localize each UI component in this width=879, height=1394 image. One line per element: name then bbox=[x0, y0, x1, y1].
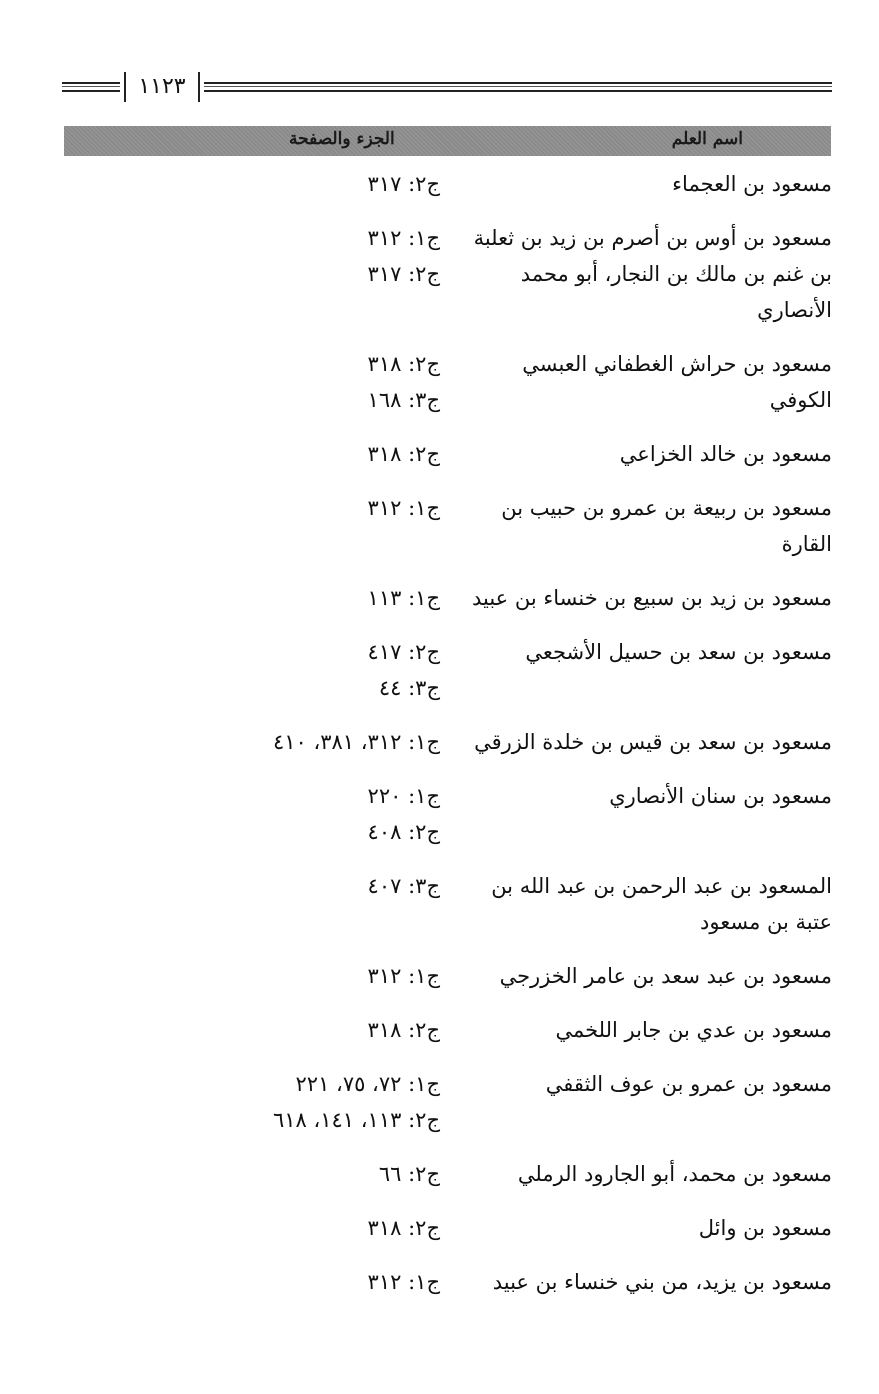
volume-page-reference: ج٢: ٣١٨ bbox=[367, 352, 440, 376]
volume-page-reference: ج٣: ٤٤ bbox=[378, 676, 440, 700]
entry-name: مسعود بن خالد الخزاعي bbox=[619, 442, 832, 466]
index-entry bbox=[0, 1066, 879, 1138]
volume-page-reference: ج١: ٢٢٠ bbox=[367, 784, 440, 808]
entry-references bbox=[170, 346, 440, 418]
index-entry bbox=[0, 490, 879, 562]
entry-name: مسعود بن عبد سعد بن عامر الخزرجي bbox=[499, 964, 832, 988]
entry-name: مسعود بن عمرو بن عوف الثقفي bbox=[545, 1072, 832, 1096]
index-entry bbox=[0, 1012, 879, 1048]
index-entry bbox=[0, 436, 879, 472]
entry-name: مسعود بن سنان الأنصاري bbox=[609, 784, 832, 808]
index-entry bbox=[0, 724, 879, 760]
volume-page-reference: ج١: ٣١٢ bbox=[367, 226, 440, 250]
index-entry bbox=[0, 220, 879, 328]
table-header bbox=[64, 126, 831, 156]
volume-page-reference: ج٢: ٣١٧ bbox=[367, 262, 440, 286]
volume-page-reference: ج٢: ٣١٨ bbox=[367, 442, 440, 466]
index-entry bbox=[0, 868, 879, 940]
volume-page-reference: ج٢: ٣١٧ bbox=[367, 172, 440, 196]
entry-name: مسعود بن يزيد، من بني خنساء بن عبيد bbox=[492, 1270, 832, 1294]
entry-name: المسعود بن عبد الرحمن بن عبد الله بن عتبة بن مسعود bbox=[491, 874, 832, 934]
volume-page-reference: ج١: ٣١٢، ٣٨١، ٤١٠ bbox=[272, 730, 440, 754]
entry-references bbox=[170, 220, 440, 292]
column-header-name: اسم العلم bbox=[671, 129, 743, 149]
volume-page-reference: ج١: ٧٢، ٧٥، ٢٢١ bbox=[295, 1072, 440, 1096]
entry-name: مسعود بن ربيعة بن عمرو بن حبيب بن القارة bbox=[501, 496, 832, 556]
decorative-bar-left bbox=[124, 72, 126, 102]
decorative-bar-right bbox=[198, 72, 200, 102]
entry-references bbox=[170, 778, 440, 850]
volume-page-reference: ج٢: ٦٦ bbox=[378, 1162, 440, 1186]
entry-name: مسعود بن عدي بن جابر اللخمي bbox=[555, 1018, 832, 1042]
volume-page-reference: ج١: ٣١٢ bbox=[367, 964, 440, 988]
entry-references bbox=[170, 490, 440, 526]
volume-page-reference: ج٣: ١٦٨ bbox=[367, 388, 440, 412]
index-entry bbox=[0, 1264, 879, 1300]
entry-references bbox=[170, 1012, 440, 1048]
entry-name: مسعود بن وائل bbox=[698, 1216, 832, 1240]
entry-references bbox=[170, 724, 440, 760]
volume-page-reference: ج٢: ٣١٨ bbox=[367, 1018, 440, 1042]
volume-page-reference: ج٢: ٤١٧ bbox=[367, 640, 440, 664]
index-entry bbox=[0, 634, 879, 706]
entry-name: مسعود بن العجماء bbox=[672, 172, 832, 196]
decorative-rule-right bbox=[204, 82, 832, 92]
volume-page-reference: ج٣: ٤٠٧ bbox=[367, 874, 440, 898]
entry-references bbox=[170, 868, 440, 904]
volume-page-reference: ج١: ١١٣ bbox=[367, 586, 440, 610]
entry-references bbox=[170, 1210, 440, 1246]
page-header bbox=[62, 70, 832, 106]
entry-name: مسعود بن حراش الغطفاني العبسي الكوفي bbox=[522, 352, 832, 412]
volume-page-reference: ج٢: ١١٣، ١٤١، ٦١٨ bbox=[272, 1108, 440, 1132]
entry-references bbox=[170, 1156, 440, 1192]
volume-page-reference: ج١: ٣١٢ bbox=[367, 1270, 440, 1294]
index-entry bbox=[0, 580, 879, 616]
index-entry bbox=[0, 778, 879, 850]
page-number: ١١٢٣ bbox=[138, 74, 186, 99]
entry-name: مسعود بن سعد بن حسيل الأشجعي bbox=[525, 640, 832, 664]
entry-name: مسعود بن أوس بن أصرم بن زيد بن ثعلبة بن غنم بن مالك بن النجار، أبو محمد الأنصاري bbox=[473, 226, 832, 322]
index-entries bbox=[0, 166, 879, 1300]
index-entry bbox=[0, 958, 879, 994]
index-entry bbox=[0, 1156, 879, 1192]
decorative-rule-left bbox=[62, 82, 120, 92]
entry-references bbox=[170, 634, 440, 706]
entry-references bbox=[170, 1264, 440, 1300]
entry-name: مسعود بن زيد بن سبيع بن خنساء بن عبيد bbox=[471, 586, 832, 610]
volume-page-reference: ج٢: ٤٠٨ bbox=[367, 820, 440, 844]
entry-references bbox=[170, 1066, 440, 1138]
entry-references bbox=[170, 958, 440, 994]
entry-name: مسعود بن سعد بن قيس بن خلدة الزرقي bbox=[474, 730, 832, 754]
index-entry bbox=[0, 346, 879, 418]
entry-name: مسعود بن محمد، أبو الجارود الرملي bbox=[517, 1162, 832, 1186]
column-header-reference: الجزء والصفحة bbox=[289, 129, 395, 149]
entry-references bbox=[170, 166, 440, 202]
volume-page-reference: ج٢: ٣١٨ bbox=[367, 1216, 440, 1240]
volume-page-reference: ج١: ٣١٢ bbox=[367, 496, 440, 520]
entry-references bbox=[170, 436, 440, 472]
index-entry bbox=[0, 166, 879, 202]
entry-references bbox=[170, 580, 440, 616]
index-entry bbox=[0, 1210, 879, 1246]
